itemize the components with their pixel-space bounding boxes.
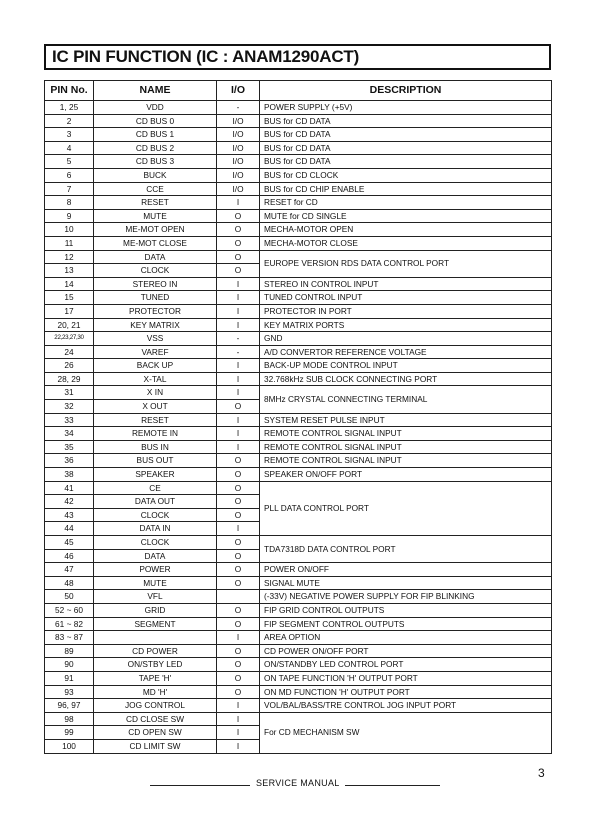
pin-number-cell: 5 <box>45 155 94 169</box>
pin-number-cell: 1, 25 <box>45 101 94 115</box>
io-cell: I/O <box>217 114 260 128</box>
pin-name-cell: PROTECTOR <box>94 304 217 318</box>
io-cell: O <box>217 454 260 468</box>
title-box <box>44 44 551 70</box>
pin-number-cell: 26 <box>45 359 94 373</box>
pin-number-cell: 7 <box>45 182 94 196</box>
pin-name-cell: BUS OUT <box>94 454 217 468</box>
pin-name-cell: RESET <box>94 413 217 427</box>
description-cell: A/D CONVERTOR REFERENCE VOLTAGE <box>260 345 552 359</box>
description-cell: For CD MECHANISM SW <box>260 712 552 753</box>
table-row <box>45 196 552 210</box>
io-cell: I <box>217 372 260 386</box>
io-cell: I <box>217 277 260 291</box>
table-row <box>45 168 552 182</box>
pin-name-cell: X IN <box>94 386 217 400</box>
table-row <box>45 413 552 427</box>
pin-name-cell: CLOCK <box>94 264 217 278</box>
table-row <box>45 114 552 128</box>
table-row <box>45 277 552 291</box>
table-header-row <box>45 81 552 101</box>
pin-name-cell: TAPE 'H' <box>94 671 217 685</box>
io-cell: I/O <box>217 128 260 142</box>
io-cell: I/O <box>217 141 260 155</box>
table-row <box>45 454 552 468</box>
io-cell: O <box>217 536 260 550</box>
pin-number-cell: 48 <box>45 576 94 590</box>
pin-number-cell: 36 <box>45 454 94 468</box>
pin-name-cell: POWER <box>94 563 217 577</box>
footer-text: SERVICE MANUAL <box>256 778 340 788</box>
description-cell: AREA OPTION <box>260 631 552 645</box>
pin-name-cell: CD LIMIT SW <box>94 739 217 753</box>
description-cell: POWER SUPPLY (+5V) <box>260 101 552 115</box>
table-row <box>45 291 552 305</box>
pin-number-cell: 3 <box>45 128 94 142</box>
io-cell <box>217 590 260 604</box>
description-cell: ON/STANDBY LED CONTROL PORT <box>260 658 552 672</box>
io-cell: I <box>217 196 260 210</box>
table-row <box>45 468 552 482</box>
pin-name-cell: CD BUS 3 <box>94 155 217 169</box>
io-cell: O <box>217 685 260 699</box>
description-cell: KEY MATRIX PORTS <box>260 318 552 332</box>
pin-number-cell: 8 <box>45 196 94 210</box>
table-row <box>45 223 552 237</box>
io-cell: I <box>217 712 260 726</box>
pin-number-cell: 93 <box>45 685 94 699</box>
table-row <box>45 644 552 658</box>
pin-number-cell: 4 <box>45 141 94 155</box>
pin-number-cell: 13 <box>45 264 94 278</box>
pin-number-cell: 44 <box>45 522 94 536</box>
description-cell: TDA7318D DATA CONTROL PORT <box>260 536 552 563</box>
pin-number-cell: 38 <box>45 468 94 482</box>
pin-name-cell: REMOTE IN <box>94 427 217 441</box>
pin-number-cell: 11 <box>45 236 94 250</box>
pin-number-cell: 35 <box>45 440 94 454</box>
io-cell: I <box>217 631 260 645</box>
pin-number-cell: 34 <box>45 427 94 441</box>
pin-name-cell: CD BUS 0 <box>94 114 217 128</box>
table-row <box>45 318 552 332</box>
header-pin: PIN No. <box>45 81 94 101</box>
io-cell: I <box>217 386 260 400</box>
pin-number-cell: 43 <box>45 508 94 522</box>
table-row <box>45 603 552 617</box>
io-cell: I <box>217 318 260 332</box>
description-cell: TUNED CONTROL INPUT <box>260 291 552 305</box>
pin-name-cell: X OUT <box>94 400 217 414</box>
description-cell: MECHA-MOTOR OPEN <box>260 223 552 237</box>
table-row <box>45 128 552 142</box>
table-row <box>45 631 552 645</box>
description-cell: VOL/BAL/BASS/TRE CONTROL JOG INPUT PORT <box>260 699 552 713</box>
description-cell: MECHA-MOTOR CLOSE <box>260 236 552 250</box>
io-cell: I/O <box>217 155 260 169</box>
pin-name-cell: MD 'H' <box>94 685 217 699</box>
pin-number-cell: 20, 21 <box>45 318 94 332</box>
io-cell: O <box>217 209 260 223</box>
page-title: IC PIN FUNCTION (IC : ANAM1290ACT) <box>52 47 360 66</box>
io-cell: I <box>217 291 260 305</box>
table-row <box>45 671 552 685</box>
pin-number-cell: 90 <box>45 658 94 672</box>
description-cell: RESET for CD <box>260 196 552 210</box>
description-cell: GND <box>260 332 552 346</box>
pin-number-cell: 28, 29 <box>45 372 94 386</box>
description-cell: EUROPE VERSION RDS DATA CONTROL PORT <box>260 250 552 277</box>
io-cell: O <box>217 481 260 495</box>
table-row <box>45 209 552 223</box>
description-cell: SYSTEM RESET PULSE INPUT <box>260 413 552 427</box>
description-cell: ON TAPE FUNCTION 'H' OUTPUT PORT <box>260 671 552 685</box>
pin-number-cell: 91 <box>45 671 94 685</box>
description-cell: BUS for CD CHIP ENABLE <box>260 182 552 196</box>
table-row <box>45 332 552 346</box>
pin-number-cell: 6 <box>45 168 94 182</box>
page-number: 3 <box>538 766 545 780</box>
io-cell: - <box>217 101 260 115</box>
description-cell: SIGNAL MUTE <box>260 576 552 590</box>
io-cell: I <box>217 522 260 536</box>
table-row <box>45 304 552 318</box>
io-cell: O <box>217 236 260 250</box>
io-cell: - <box>217 332 260 346</box>
io-cell: O <box>217 644 260 658</box>
pin-name-cell: CE <box>94 481 217 495</box>
io-cell: I <box>217 413 260 427</box>
io-cell: I/O <box>217 182 260 196</box>
description-cell: BUS for CD DATA <box>260 155 552 169</box>
pin-name-cell: CD BUS 2 <box>94 141 217 155</box>
description-cell: BACK-UP MODE CONTROL INPUT <box>260 359 552 373</box>
pin-name-cell: CD POWER <box>94 644 217 658</box>
pin-name-cell: MUTE <box>94 209 217 223</box>
pin-name-cell: CD BUS 1 <box>94 128 217 142</box>
io-cell: O <box>217 264 260 278</box>
pin-name-cell: DATA IN <box>94 522 217 536</box>
table-row <box>45 101 552 115</box>
pin-number-cell: 24 <box>45 345 94 359</box>
table-row <box>45 576 552 590</box>
header-name: NAME <box>94 81 217 101</box>
pin-name-cell <box>94 631 217 645</box>
io-cell: I <box>217 304 260 318</box>
footer <box>0 776 595 794</box>
pin-name-cell: ME-MOT CLOSE <box>94 236 217 250</box>
pin-number-cell: 100 <box>45 739 94 753</box>
pin-number-cell: 89 <box>45 644 94 658</box>
table-row <box>45 236 552 250</box>
pin-number-cell: 15 <box>45 291 94 305</box>
description-cell: 8MHz CRYSTAL CONNECTING TERMINAL <box>260 386 552 413</box>
pin-name-cell: ME-MOT OPEN <box>94 223 217 237</box>
io-cell: O <box>217 223 260 237</box>
io-cell: O <box>217 603 260 617</box>
pin-name-cell: SPEAKER <box>94 468 217 482</box>
pin-name-cell: SEGMENT <box>94 617 217 631</box>
pin-number-cell: 98 <box>45 712 94 726</box>
description-cell: FIP SEGMENT CONTROL OUTPUTS <box>260 617 552 631</box>
description-cell: FIP GRID CONTROL OUTPUTS <box>260 603 552 617</box>
pin-number-cell: 31 <box>45 386 94 400</box>
pin-number-cell: 61 ~ 82 <box>45 617 94 631</box>
description-cell: ON MD FUNCTION 'H' OUTPUT PORT <box>260 685 552 699</box>
io-cell: I <box>217 739 260 753</box>
table-row <box>45 563 552 577</box>
io-cell: O <box>217 617 260 631</box>
io-cell: O <box>217 549 260 563</box>
table-row <box>45 481 552 495</box>
pin-name-cell: CLOCK <box>94 536 217 550</box>
table-row <box>45 685 552 699</box>
pin-number-cell: 41 <box>45 481 94 495</box>
description-cell: REMOTE CONTROL SIGNAL INPUT <box>260 427 552 441</box>
description-cell: 32.768kHz SUB CLOCK CONNECTING PORT <box>260 372 552 386</box>
table-row <box>45 699 552 713</box>
pin-name-cell: CCE <box>94 182 217 196</box>
pin-number-cell: 9 <box>45 209 94 223</box>
description-cell: REMOTE CONTROL SIGNAL INPUT <box>260 440 552 454</box>
table-body <box>45 101 552 754</box>
pin-name-cell: BACK UP <box>94 359 217 373</box>
pin-name-cell: BUS IN <box>94 440 217 454</box>
pin-name-cell: JOG CONTROL <box>94 699 217 713</box>
description-cell: STEREO IN CONTROL INPUT <box>260 277 552 291</box>
pin-number-cell: 42 <box>45 495 94 509</box>
pin-number-cell: 52 ~ 60 <box>45 603 94 617</box>
header-description: DESCRIPTION <box>260 81 552 101</box>
io-cell: O <box>217 400 260 414</box>
table-row <box>45 182 552 196</box>
io-cell: O <box>217 468 260 482</box>
io-cell: O <box>217 671 260 685</box>
description-cell: BUS for CD CLOCK <box>260 168 552 182</box>
pin-number-cell: 47 <box>45 563 94 577</box>
pin-number-cell: 96, 97 <box>45 699 94 713</box>
io-cell: O <box>217 658 260 672</box>
pin-name-cell: GRID <box>94 603 217 617</box>
table-row <box>45 712 552 726</box>
table-row <box>45 141 552 155</box>
pin-name-cell: RESET <box>94 196 217 210</box>
pin-number-cell: 99 <box>45 726 94 740</box>
description-cell: PROTECTOR IN PORT <box>260 304 552 318</box>
pin-name-cell: STEREO IN <box>94 277 217 291</box>
pin-name-cell: CLOCK <box>94 508 217 522</box>
description-cell: BUS for CD DATA <box>260 114 552 128</box>
pin-function-table <box>44 80 552 754</box>
table-row <box>45 658 552 672</box>
pin-name-cell: VAREF <box>94 345 217 359</box>
pin-name-cell: VSS <box>94 332 217 346</box>
footer-rule-right <box>345 785 440 786</box>
pin-name-cell: CD CLOSE SW <box>94 712 217 726</box>
io-cell: O <box>217 563 260 577</box>
pin-name-cell: CD OPEN SW <box>94 726 217 740</box>
table-row <box>45 345 552 359</box>
description-cell: REMOTE CONTROL SIGNAL INPUT <box>260 454 552 468</box>
pin-name-cell: VFL <box>94 590 217 604</box>
pin-number-cell: 17 <box>45 304 94 318</box>
io-cell: I <box>217 359 260 373</box>
io-cell: O <box>217 250 260 264</box>
description-cell: POWER ON/OFF <box>260 563 552 577</box>
header-io: I/O <box>217 81 260 101</box>
io-cell: I <box>217 726 260 740</box>
description-cell: PLL DATA CONTROL PORT <box>260 481 552 535</box>
io-cell: O <box>217 495 260 509</box>
pin-name-cell: X-TAL <box>94 372 217 386</box>
pin-number-cell: 83 ~ 87 <box>45 631 94 645</box>
footer-rule-left <box>150 785 250 786</box>
pin-name-cell: DATA <box>94 549 217 563</box>
description-cell: MUTE for CD SINGLE <box>260 209 552 223</box>
description-cell: (-33V) NEGATIVE POWER SUPPLY FOR FIP BLINKING <box>260 590 552 604</box>
table-row <box>45 386 552 400</box>
pin-name-cell: KEY MATRIX <box>94 318 217 332</box>
io-cell: I <box>217 440 260 454</box>
io-cell: - <box>217 345 260 359</box>
table-row <box>45 440 552 454</box>
table-row <box>45 617 552 631</box>
pin-name-cell: TUNED <box>94 291 217 305</box>
table-row <box>45 590 552 604</box>
pin-name-cell: ON/STBY LED <box>94 658 217 672</box>
pin-name-cell: MUTE <box>94 576 217 590</box>
description-cell: CD POWER ON/OFF PORT <box>260 644 552 658</box>
io-cell: O <box>217 508 260 522</box>
description-cell: BUS for CD DATA <box>260 141 552 155</box>
pin-number-cell: 14 <box>45 277 94 291</box>
table-row <box>45 427 552 441</box>
pin-number-cell: 46 <box>45 549 94 563</box>
pin-number-cell: 45 <box>45 536 94 550</box>
pin-number-cell: 2 <box>45 114 94 128</box>
pin-name-cell: BUCK <box>94 168 217 182</box>
pin-number-cell: 10 <box>45 223 94 237</box>
pin-number-cell: 33 <box>45 413 94 427</box>
io-cell: O <box>217 576 260 590</box>
table-row <box>45 155 552 169</box>
io-cell: I/O <box>217 168 260 182</box>
table-row <box>45 359 552 373</box>
pin-number-cell: 22,23,27,30 <box>45 332 94 346</box>
io-cell: I <box>217 427 260 441</box>
pin-number-cell: 32 <box>45 400 94 414</box>
pin-number-cell: 50 <box>45 590 94 604</box>
pin-number-cell: 12 <box>45 250 94 264</box>
pin-name-cell: VDD <box>94 101 217 115</box>
description-cell: SPEAKER ON/OFF PORT <box>260 468 552 482</box>
table-row <box>45 372 552 386</box>
description-cell: BUS for CD DATA <box>260 128 552 142</box>
pin-name-cell: DATA <box>94 250 217 264</box>
table-row <box>45 250 552 264</box>
io-cell: I <box>217 699 260 713</box>
pin-name-cell: DATA OUT <box>94 495 217 509</box>
table-row <box>45 536 552 550</box>
